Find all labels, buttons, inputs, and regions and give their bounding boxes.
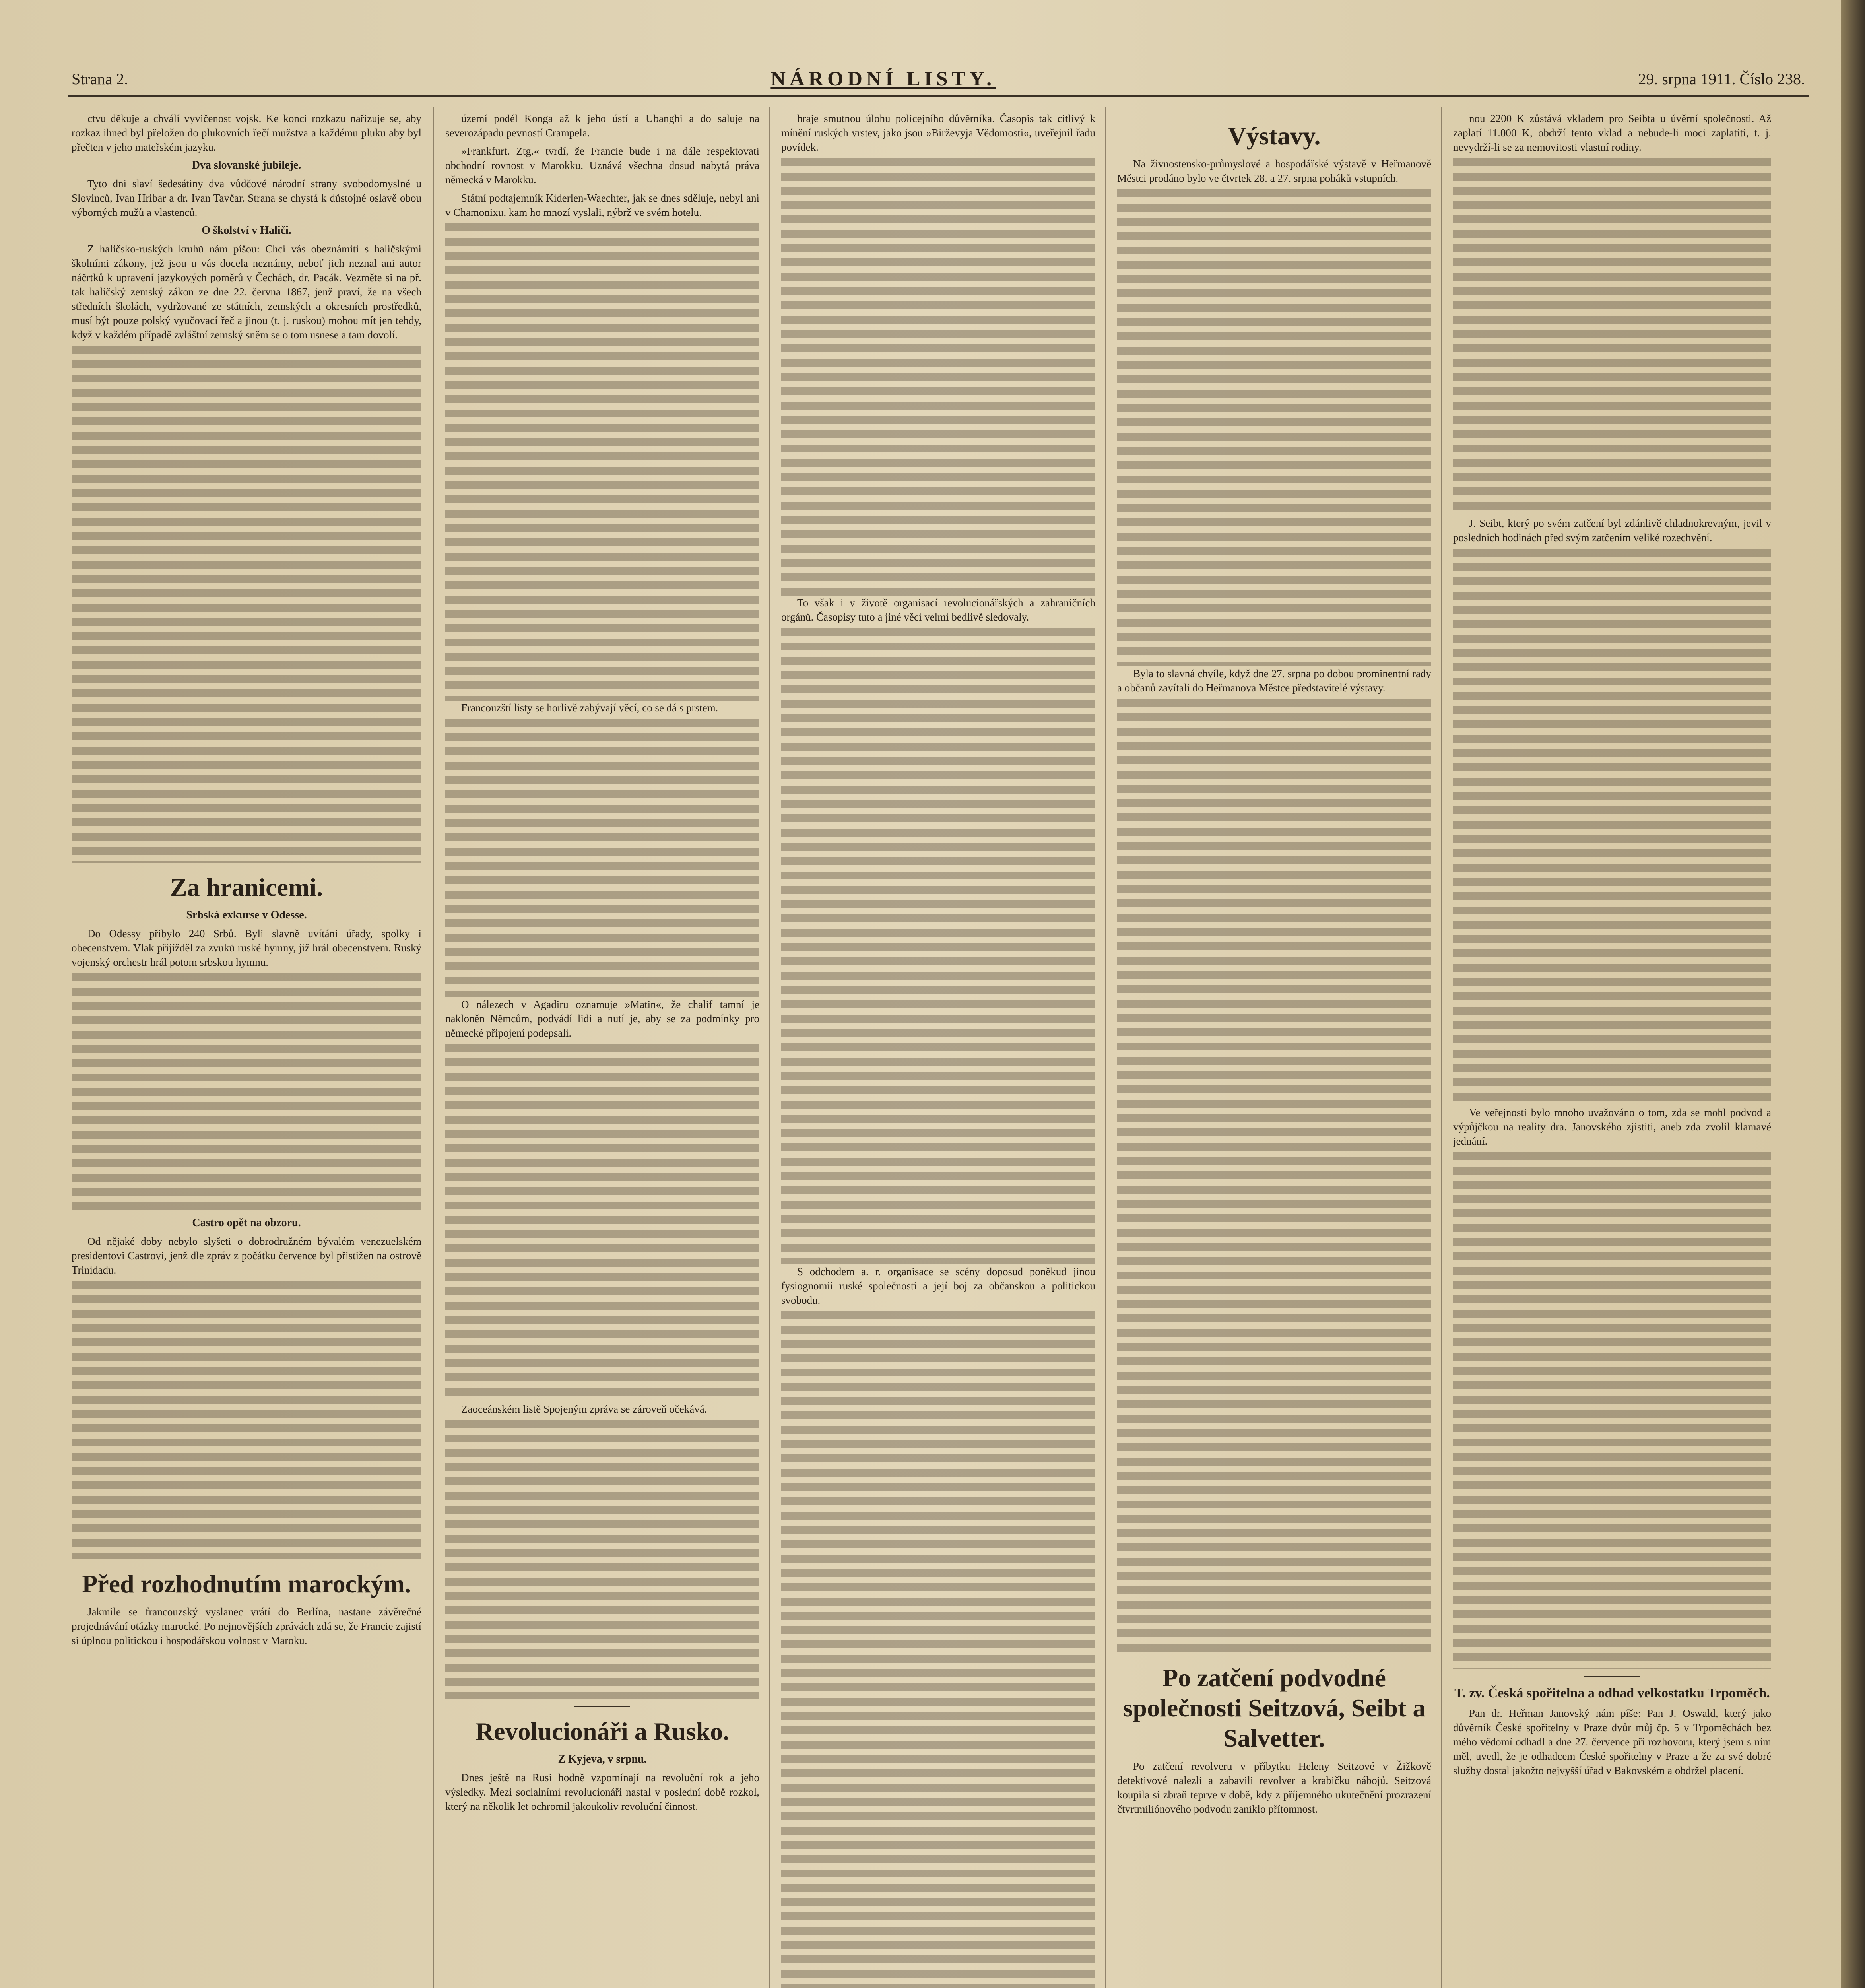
article-text: Jakmile se francouzský vyslanec vrátí do Berlína, nastane závěrečné projednávání otázky marocké. Po nejnovějších zprávách zdá se, že Francie zajistí si úplnou politickou i hospodářskou volnost v Maroku. <box>72 1606 421 1646</box>
text-block <box>1117 699 1431 1653</box>
text-block <box>1453 158 1771 516</box>
text-block <box>781 628 1095 1264</box>
article-text: ctvu děkuje a chválí vyvičenost vojsk. Ke konci rozkazu nařizuje se, aby rozkaz ihned byl přeložen do plukovních řečí mužstva a každému pluku aby byl přečten v jeho mateřském jazyku. <box>72 113 421 153</box>
column-divider <box>1105 107 1106 1988</box>
article-text: »Frankfurt. Ztg.« tvrdí, že Francie bude i na dále respektovati obchodní rovnost v Marokku. Uznává všechna dosud nabytá práva německá v Marokku. <box>445 145 759 186</box>
page-edge <box>1841 0 1865 1988</box>
section-heading: Srbská exkurse v Odesse. <box>186 909 307 921</box>
text-block <box>72 1281 421 1559</box>
text-block <box>1117 189 1431 666</box>
dateline: Z Kyjeva, v srpnu. <box>558 1753 647 1765</box>
article-text: území podél Konga až k jeho ústí a Ubanghi a do saluje na severozápadu pevností Crampela. <box>445 113 759 139</box>
section-title: Za hranicemi. <box>170 873 323 901</box>
article-text: Francouzští listy se horlivě zabývají věcí, co se dá s prstem. <box>461 702 718 714</box>
header-rule <box>68 95 1809 97</box>
article-text: Po zatčení revolveru v příbytku Heleny Seitzové v Žižkově detektivové nalezli a zabavili revolver a krabičku nábojů. Seitzová koupila si zbraň teprve v době, kdy z příjemného ukutečnění prozrazení čtvrtmiliónového podvodu zaniklo přítomnost. <box>1117 1760 1431 1815</box>
column-3 <box>781 111 1095 1988</box>
article-text: Dnes ještě na Rusi hodně vzpomínají na revoluční rok a jeho výsledky. Mezi socialními revolucionáři nastal v poslední době rozkol, který na několik let ochromil jakoukoliv revoluční činnost. <box>445 1772 759 1812</box>
separator-rule <box>574 1706 630 1707</box>
section-title: Revolucionáři a Rusko. <box>475 1717 730 1745</box>
article-text: Zaoceánském listě Spojeným zpráva se zároveň očekává. <box>461 1403 707 1415</box>
article-text: Byla to slavná chvíle, když dne 27. srpna po dobou prominentní rady a občanů zavítali do Heřmanova Městce představitelé výstavy. <box>1117 668 1431 694</box>
separator-rule <box>1584 1676 1640 1677</box>
text-block <box>1453 1152 1771 1669</box>
section-title: Výstavy. <box>1228 122 1321 150</box>
section-title: T. zv. Česká spořitelna a odhad velkostatku Trpoměch. <box>1454 1686 1770 1701</box>
article-text: S odchodem a. r. organisace se scény doposud poněkud jinou fysiognomii ruské společnosti a její boj za občanskou a politickou svobodu. <box>781 1266 1095 1306</box>
article-text: O nálezech v Agadiru oznamuje »Matin«, že chalif tamní je nakloněn Němcům, podvádí lidi a nutí je, aby se za podmínky pro německé připojení podepsali. <box>445 998 759 1039</box>
column-5 <box>1453 111 1771 1988</box>
masthead-title: NÁRODNÍ LISTY. <box>770 67 996 90</box>
text-block <box>72 973 421 1212</box>
article-text: To však i v životě organisací revolucionářských a zahraničních orgánů. Časopisy tuto a jiné věci velmi bedlivě sledovaly. <box>781 597 1095 623</box>
column-divider <box>1441 107 1442 1988</box>
article-text: Státní podtajemník Kiderlen-Waechter, jak se dnes sděluje, nebyl ani v Chamonixu, kam ho mnozí vyslali, nýbrž ve svém hotelu. <box>445 192 759 218</box>
text-block <box>72 346 421 863</box>
article-text: Ve veřejnosti bylo mnoho uvažováno o tom, zda se mohl podvod a výpůjčkou na reality dra. Janovského zjistiti, aneb zda zvolil klamavé jednání. <box>1453 1107 1771 1147</box>
issue-date: 29. srpna 1911. Číslo 238. <box>1638 70 1805 88</box>
article-text: Tyto dni slaví šedesátiny dva vůdčové národní strany svobodomyslné u Slovinců, Ivan Hribar a dr. Ivan Tavčar. Strana se chystá k důstojné oslavě obou výborných mužů a vlastenců. <box>72 178 421 218</box>
article-text: J. Seibt, který po svém zatčení byl zdánlivě chladnokrevným, jevil v posledních hodinách před svým zatčením veliké rozechvění. <box>1453 517 1771 544</box>
page-header <box>72 67 1805 91</box>
column-divider <box>433 107 434 1988</box>
text-block <box>445 719 759 997</box>
section-title: Před rozhodnutím marockým. <box>82 1570 411 1598</box>
text-block <box>445 223 759 701</box>
article-text: Pan dr. Heřman Janovský nám píše: Pan J. Oswald, který jako důvěrník České spořitelny v Praze dvůr můj čp. 5 v Trpoměchách bez mého vědomí odhadl a dne 27. července při rozhovoru, který jsem s ním měl, uvedl, že je odhadcem České spořitelny v Praze a že za své dobré služby dostal jakožto nejvyšší úřad v Bakovském a obdržel placení. <box>1453 1707 1771 1776</box>
column-divider <box>769 107 770 1988</box>
section-heading: Castro opět na obzoru. <box>192 1217 301 1229</box>
text-block <box>781 1311 1095 1988</box>
text-block <box>1453 549 1771 1105</box>
article-text: Do Odessy přibylo 240 Srbů. Byli slavně uvítáni úřady, spolky i obecenstvem. Vlak přijížděl za zvuků ruské hymny, již hrál obecenstvem. Ruský vojenský orchestr hrál potom srbskou hymnu. <box>72 928 421 968</box>
page-number: Strana 2. <box>72 70 128 88</box>
article-text: Od nějaké doby nebylo slyšeti o dobrodružném bývalém venezuelském presidentovi Castrovi, jenž dle zpráv z počátku července byl přistižen na ostrově Trinidadu. <box>72 1235 421 1276</box>
article-text: nou 2200 K zůstává vkladem pro Seibta u úvěrní společnosti. Až zaplatí 11.000 K, obdrží tento vklad a nebude-li moci zaplatiti, t. j. nevydrží-li se za nemovitosti vlastní rodiny. <box>1453 113 1771 153</box>
text-block <box>781 158 1095 596</box>
column-1 <box>72 111 421 1988</box>
text-block <box>445 1420 759 1699</box>
section-heading: Dva slovanské jubileje. <box>192 159 301 171</box>
article-text: Z haličsko-ruských kruhů nám píšou: Chci vás obeznámiti s haličskými školními zákony, jež jsou u vás docela neznámy, neboť jich neznal ani autor náčrtků k upravení jazykových poměrů v Čechách, dr. Pacák. Vezměte si na př. tak haličský zemský zákon ze dne 22. června 1867, jenž praví, že na všech středních školách, vydržované ze státních, zemských a okresních prostředků, musí být pouze polský vyučovací řeč a jinou (t. j. ruskou) mohou mít jen tehdy, když v každém případě zvláštní zemský sněm se o tom usnese a tam dovolí. <box>72 243 421 341</box>
column-2 <box>445 111 759 1988</box>
column-4 <box>1117 111 1431 1988</box>
article-text: hraje smutnou úlohu policejního důvěrníka. Časopis tak citlivý k mínění ruských vrstev, jako jsou »Birževyja Vědomosti«, uveřejnil řadu povídek. <box>781 113 1095 153</box>
text-block <box>445 1044 759 1402</box>
section-heading: O školství v Haliči. <box>202 224 291 237</box>
section-title: Po zatčení podvodné společnosti Seitzová, Seibt a Salvetter. <box>1123 1664 1426 1752</box>
article-text: Na živnostensko-průmyslové a hospodářské výstavě v Heřmanově Městci prodáno bylo ve čtvrtek 28. a 27. srpna poháků vstupních. <box>1117 158 1431 184</box>
